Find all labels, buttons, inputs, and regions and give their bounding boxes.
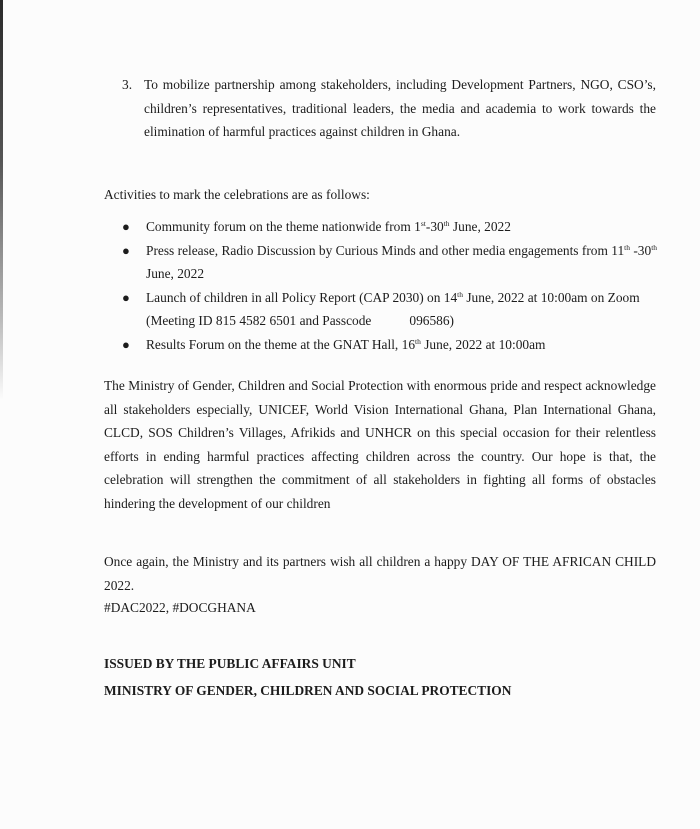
objective-item-3 (122, 73, 656, 144)
objective-text: To mobilize partnership among stakeholders, including Development Partners, NGO, CSO’s, children’s representatives, traditional leaders, the media and academia to work towards the elimination of harmful practices against children in Ghana. (144, 77, 656, 139)
issued-by-line: ISSUED BY THE PUBLIC AFFAIRS UNIT (104, 656, 356, 671)
bullet-icon: ● (122, 336, 130, 352)
list-item: ● Community forum on the theme nationwide from 1st-30th June, 2022 (122, 215, 662, 239)
activities-list (122, 215, 662, 356)
list-item: ● Results Forum on the theme at the GNAT Hall, 16th June, 2022 at 10:00am (122, 333, 662, 357)
list-item: ● Press release, Radio Discussion by Curious Minds and other media engagements from 11th -30th June, 2022 (122, 239, 662, 286)
bullet-icon: ● (122, 289, 130, 305)
activities-intro: Activities to mark the celebrations are as follows: (104, 187, 370, 202)
ministry-name-line: MINISTRY OF GENDER, CHILDREN AND SOCIAL PROTECTION (104, 683, 512, 698)
bullet-icon: ● (122, 219, 130, 234)
bullet-icon: ● (122, 242, 130, 258)
closing-wish: Once again, the Ministry and its partners wish all children a happy DAY OF THE AFRICAN CHILD 2022. (104, 554, 656, 593)
list-item: ● Launch of children in all Policy Report (CAP 2030) on 14th June, 2022 at 10:00am on Zoom (Meeting ID 815 4582 6501 and Passcode 096586) (122, 286, 662, 333)
objective-number: 3. (122, 77, 133, 92)
hashtags: #DAC2022, #DOCGHANA (104, 600, 256, 615)
acknowledgement-paragraph: The Ministry of Gender, Children and Social Protection with enormous pride and respect acknowledge all stakeholders especially, UNICEF, World Vision International Ghana, Plan International Ghana, CLCD, SOS Children’s Villages, Afrikids and UNHCR on this special occasion for their relentless efforts in ending harmful practices affecting children across the country. Our hope is that, the celebration will strengthen the commitment of all stakeholders in fighting all forms of obstacles hindering the development of our children (104, 378, 656, 511)
